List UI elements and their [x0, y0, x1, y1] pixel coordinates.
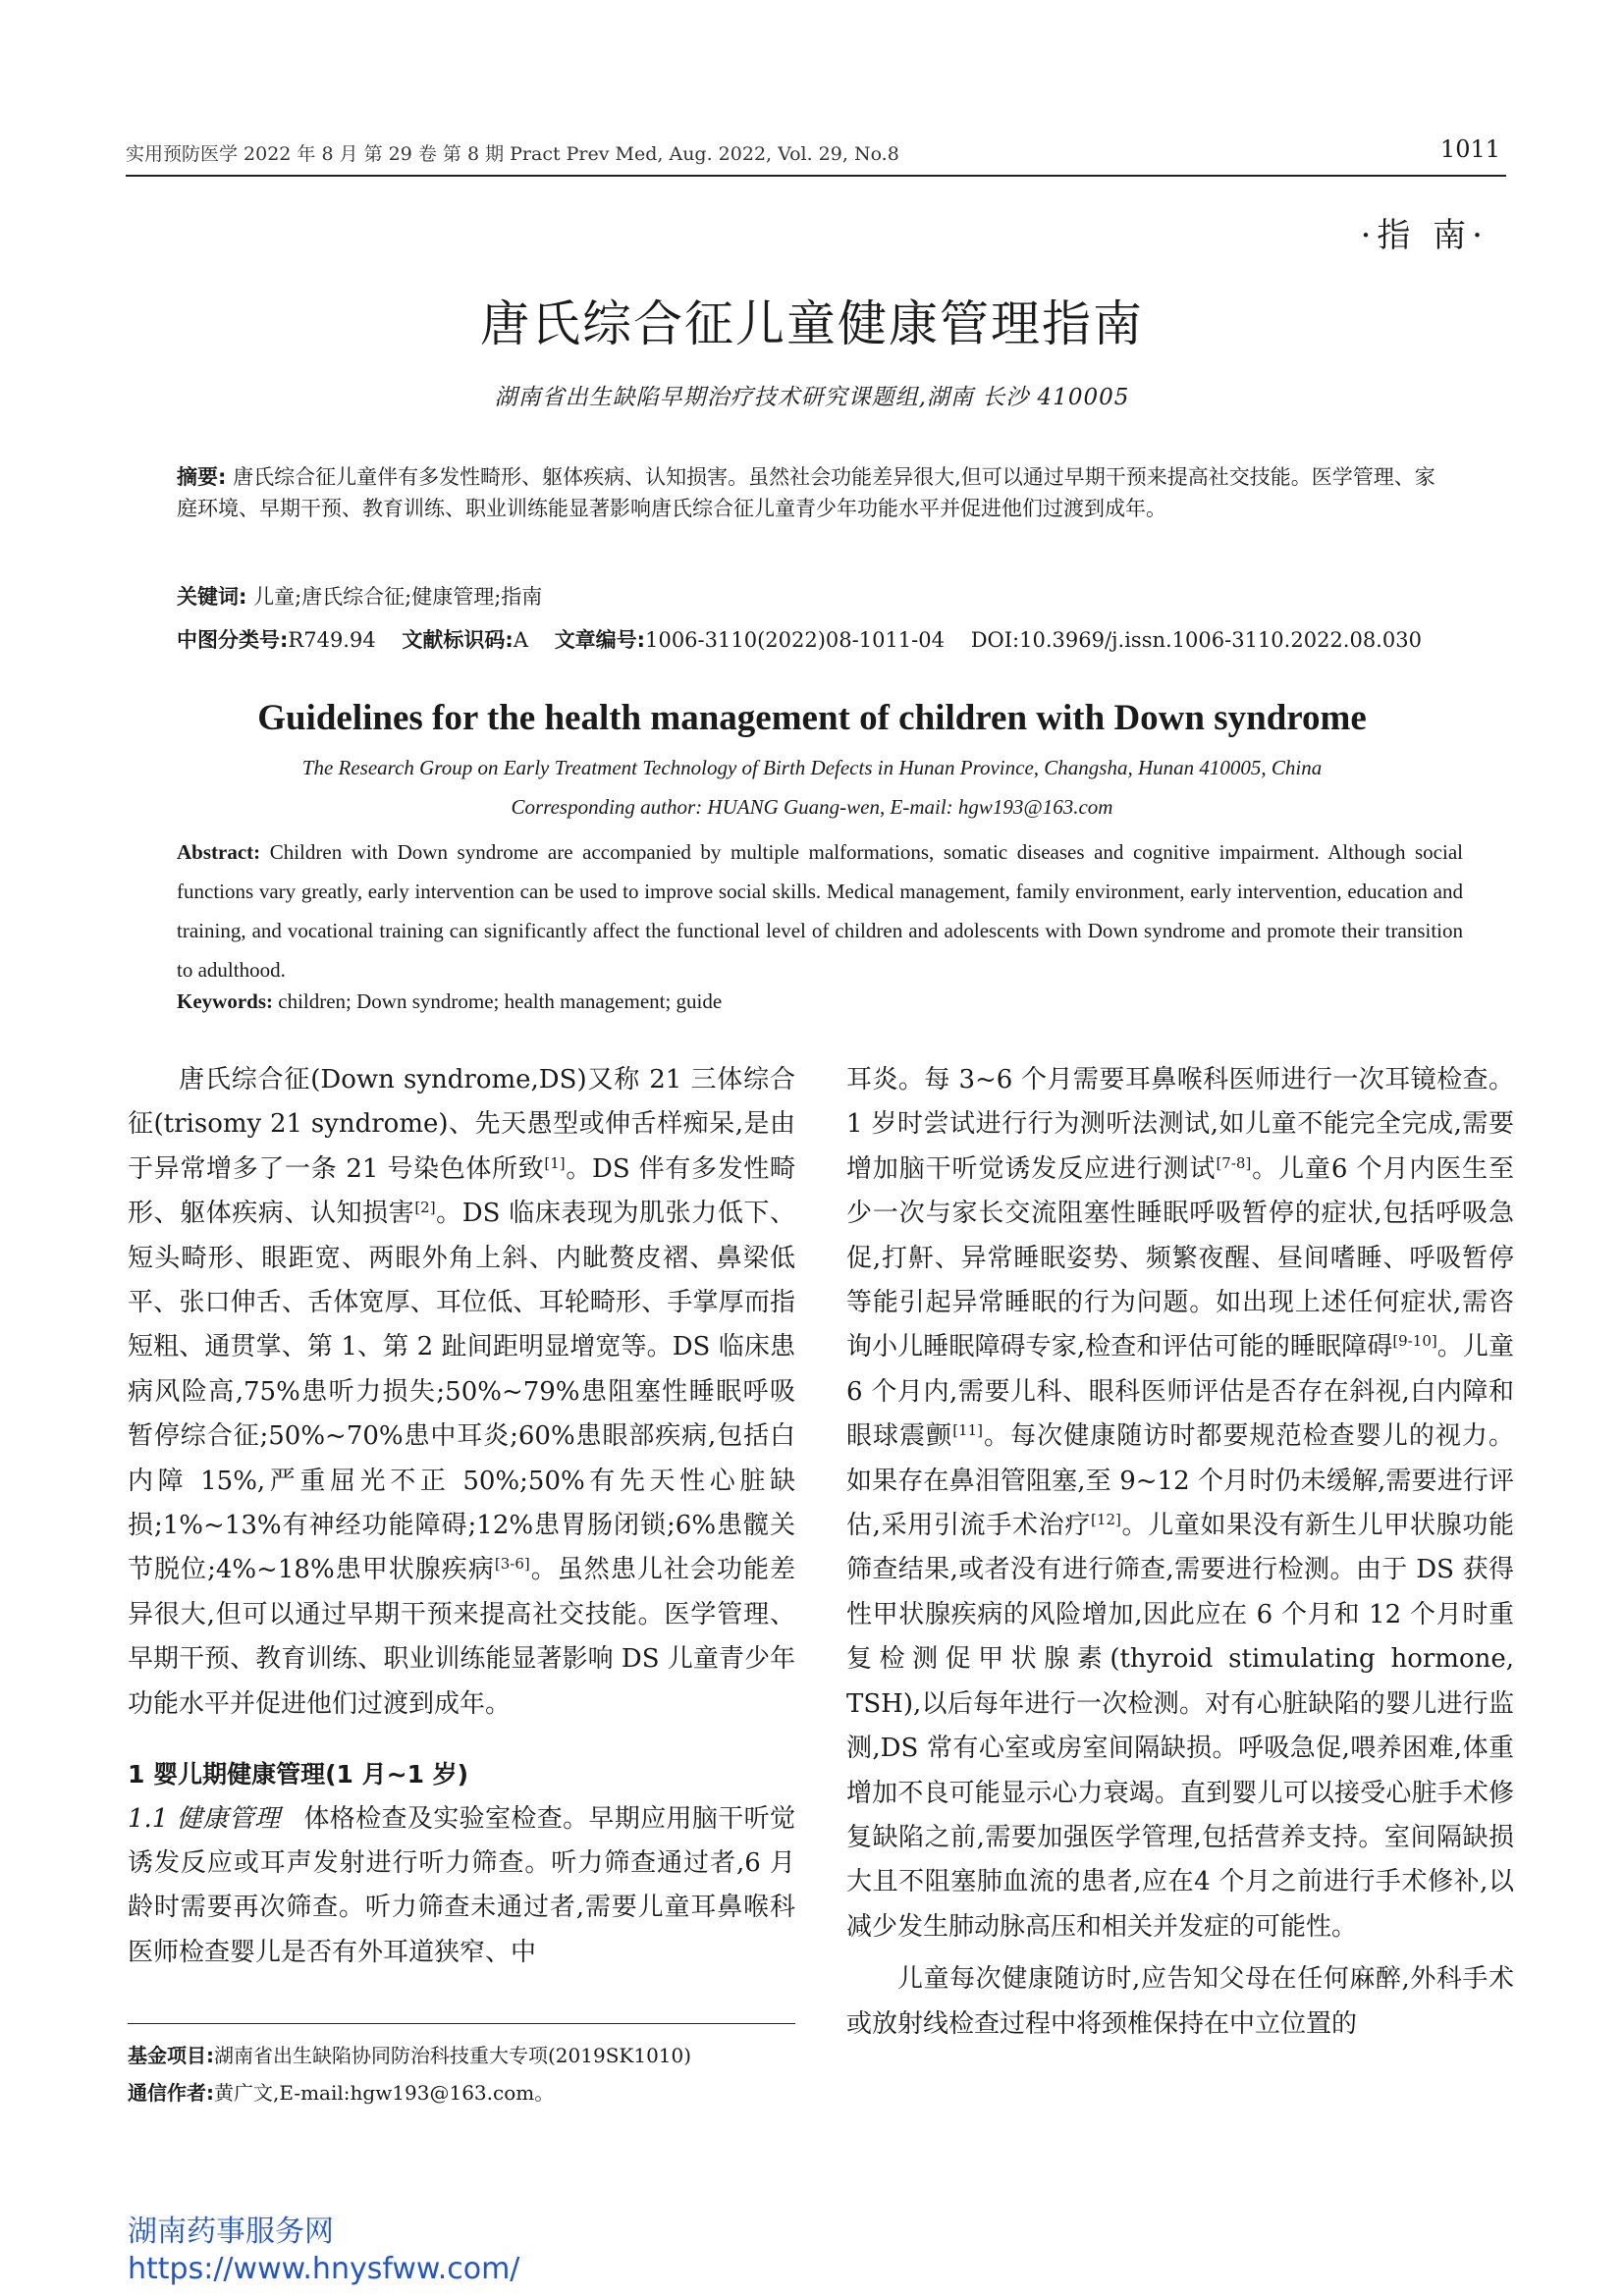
subsection-text: 体格检查及实验室检查。早期应用脑干听觉诱发反应或耳声发射进行听力筛查。听力筛查通过者,6 月龄时需要再次筛查。听力筛查未通过者,需要儿童耳鼻喉科医师检查婴儿是否有外耳道狭窄、中: [128, 1803, 795, 1967]
paragraph-2: 儿童每次健康随访时,应告知父母在任何麻醉,外科手术或放射线检查过程中将颈椎保持在中立位置的: [846, 1964, 1514, 2039]
body-text-c: 。儿童 6 个月内,需要儿科、眼科医师评估是否存在斜视,白内障和眼球震颤: [846, 1332, 1514, 1452]
citation-ref: [11]: [952, 1421, 983, 1440]
body-text-d: 。每次健康随访时都要规范检查婴儿的视力。如果存在鼻泪管阻塞,至 9~12 个月时仍未缓解,需要进行评估,采用引流手术治疗: [846, 1421, 1514, 1541]
article-number-value: 1006-3110(2022)08-1011-04: [645, 628, 945, 652]
corresponding-text: 黄广文,E-mail:hgw193@163.com。: [214, 2081, 555, 2105]
intro-text-c: 。DS 临床表现为肌张力低下、短头畸形、眼距宽、两眼外角上斜、内眦赘皮褶、鼻梁低平、张口伸舌、舌体宽厚、耳位低、耳轮畸形、手掌厚而指短粗、通贯掌、第 1、第 2 趾间距明显增宽等。DS 临床患病风险高,75%患听力损失;50%~79%患阻塞性睡眠呼吸暂停综合征;50%~70%患中耳炎;60%患眼部疾病,包括白内障 15%,严重屈光不正 50%;50%有先天性心脏缺损;1%~13%有神经功能障碍;12%患胃肠闭锁;6%患髋关节脱位;4%~18%患甲状腺疾病: [128, 1199, 795, 1585]
clc-value: R749.94: [288, 628, 376, 652]
running-header: [126, 135, 1506, 177]
corresponding-note: [128, 2077, 815, 2106]
intro-paragraph: [128, 1058, 795, 1727]
right-column: [846, 1058, 1514, 2047]
abstract-english: [177, 832, 1463, 989]
keywords-english: [177, 989, 1463, 1014]
body-text-e: 。儿童如果没有新生儿甲状腺功能筛查结果,或者没有进行筛查,需要进行检测。由于 DS 获得性甲状腺疾病的风险增加,因此应在 6 个月和 12 个月时重复检测促甲状腺素(thyroid stimulating hormone, TSH),以后每年进行一次检测。对有心脏缺陷的婴儿进行监测,DS 常有心室或房室间隔缺损。呼吸急促,喂养困难,体重增加不良可能显示心力衰竭。直到婴儿可以接受心脏手术修复缺陷之前,需要加强医学管理,包括营养支持。室间隔缺损大且不阻塞肺血流的患者,应在4 个月之前进行手术修补,以减少发生肺动脉高压和相关并发症的可能性。: [846, 1511, 1514, 1942]
clc-label: 中图分类号:: [177, 628, 289, 652]
doi: DOI:10.3969/j.issn.1006-3110.2022.08.030: [970, 628, 1422, 652]
citation-ref: [7-8]: [1216, 1153, 1252, 1172]
footnote-divider: [128, 2023, 795, 2024]
doc-code-label: 文献标识码:: [402, 628, 514, 652]
keywords-text-cn: 儿童;唐氏综合征;健康管理;指南: [246, 585, 543, 609]
title-english: Guidelines for the health management of children with Down syndrome: [257, 698, 1367, 738]
intro-text-b: 。DS 伴有多发性畸形、躯体疾病、认知损害: [128, 1153, 795, 1229]
abstract-label-en: Abstract:: [177, 840, 261, 864]
title-chinese: 唐氏综合征儿童健康管理指南: [480, 295, 1144, 352]
funding-note: [128, 2040, 815, 2068]
classification-line: [177, 624, 1473, 654]
page-number: 1011: [1439, 135, 1500, 163]
left-column: [128, 1058, 795, 1975]
citation-ref: [12]: [1091, 1511, 1121, 1529]
watermark-url[interactable]: https://www.hnysfww.com/: [128, 2252, 520, 2286]
abstract-text-cn: 唐氏综合征儿童伴有多发性畸形、躯体疾病、认知损害。虽然社会功能差异很大,但可以通过早期干预来提高社交技能。医学管理、家庭环境、早期干预、教育训练、职业训练能显著影响唐氏综合征儿童青少年功能水平并促进他们过渡到成年。: [177, 465, 1435, 520]
subsection-label: 1.1 健康管理: [128, 1803, 281, 1834]
corresponding-author-english: Corresponding author: HUANG Guang-wen, E-mail: hgw193@163.com: [511, 795, 1113, 819]
abstract-label-cn: 摘要:: [177, 465, 227, 489]
continued-paragraph: [846, 1058, 1514, 1949]
corresponding-label: 通信作者:: [128, 2081, 214, 2105]
article-number-label: 文章编号:: [554, 628, 646, 652]
citation-ref: [3-6]: [494, 1555, 530, 1574]
doc-code-value: A: [513, 628, 528, 652]
watermark-name: 湖南药事服务网: [128, 2215, 334, 2249]
keywords-label-en: Keywords:: [177, 989, 273, 1013]
intro-text-d: 。虽然患儿社会功能差异很大,但可以通过早期干预来提高社交技能。医学管理、早期干预、教育训练、职业训练能显著影响 DS 儿童青少年功能水平并促进他们过渡到成年。: [128, 1555, 795, 1719]
funding-text: 湖南省出生缺陷协同防治科技重大专项(2019SK1010): [214, 2044, 692, 2067]
abstract-chinese: [177, 461, 1453, 524]
body-text-b: 。儿童6 个月内医生至少一次与家长交流阻塞性睡眠呼吸暂停的症状,包括呼吸急促,打鼾、异常睡眠姿势、频繁夜醒、昼间嗜睡、呼吸暂停等能引起异常睡眠的行为问题。如出现上述任何症状,需咨询小儿睡眠障碍专家,检查和评估可能的睡眠障碍: [846, 1153, 1514, 1362]
affiliation-chinese: 湖南省出生缺陷早期治疗技术研究课题组,湖南 长沙 410005: [494, 385, 1130, 410]
section-heading-1: 1 婴儿期健康管理(1 月~1 岁): [128, 1760, 469, 1789]
section-tag: ·指 南·: [1360, 216, 1489, 255]
funding-label: 基金项目:: [128, 2044, 214, 2067]
journal-citation: 实用预防医学 2022 年 8 月 第 29 卷 第 8 期 Pract Prev Med, Aug. 2022, Vol. 29, No.8: [126, 143, 899, 165]
abstract-text-en: Children with Down syndrome are accompanied by multiple malformations, somatic diseases and cognitive impairment. Although social functions vary greatly, early intervention can be used to improve social skills. Medical management, family environment, early intervention, education and training, and vocational training can significantly affect the functional level of children and adolescents with Down syndrome and promote their transition to adulthood.: [177, 840, 1463, 982]
citation-ref: [9-10]: [1392, 1332, 1437, 1351]
citation-ref: [2]: [414, 1199, 436, 1217]
body-text-a: 耳炎。每 3~6 个月需要耳鼻喉科医师进行一次耳镜检查。1 岁时尝试进行行为测听法测试,如儿童不能完全完成,需要增加脑干听觉诱发反应进行测试: [846, 1065, 1514, 1184]
citation-ref: [1]: [544, 1153, 566, 1172]
subsection-1-1: [128, 1797, 795, 1976]
site-watermark[interactable]: [128, 2214, 519, 2288]
intro-text-a: 唐氏综合征(Down syndrome,DS)又称 21 三体综合征(trisomy 21 syndrome)、先天愚型或伸舌样痴呆,是由于异常增多了一条 21 号染色体所致: [128, 1065, 795, 1184]
keywords-label-cn: 关键词:: [177, 585, 247, 609]
keywords-chinese: [177, 581, 1473, 611]
affiliation-english: The Research Group on Early Treatment Technology of Birth Defects in Hunan Province, Changsha, Hunan 410005, China: [301, 756, 1323, 779]
keywords-text-en: children; Down syndrome; health management; guide: [273, 989, 723, 1013]
